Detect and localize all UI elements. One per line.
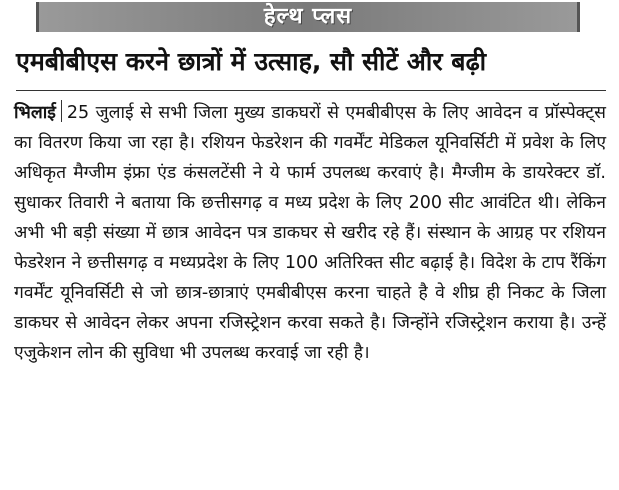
section-label: हेल्थ प्लस xyxy=(263,4,353,29)
article-headline: एमबीबीएस करने छात्रों में उत्साह, सौ सीटें और बढ़ी xyxy=(16,47,487,76)
article-body-text: 25 जुलाई से सभी जिला मुख्य डाकघरों से एमबीबीएस के लिए आवेदन व प्रॉस्पेक्ट्स का वितरण किया जा रहा है। रशियन फेडरेशन की गवर्मेंट मेडिकल यूनिवर्सिटी में प्रवेश के लिए अधिकृत मैग्जीम इंफ्रा एंड कंसलटेंसी ने ये फार्म उपलब्ध करवाएं है। मैग्जीम के डायरेक्टर डॉ. सुधाकर तिवारी ने बताया कि छत्तीसगढ़ व मध्य प्रदेश के लिए 200 सीट आवंटित थी। लेकिन अभी भी बड़ी संख्या में छात्र आवेदन पत्र डाकघर से खरीद रहे हैं। संस्थान के आग्रह पर रशियन फेडरेशन ने छत्तीसगढ़ व मध्यप्रदेश के लिए 100 अतिरिक्त सीट बढ़ाई है। विदेश के टाप रैंकिंग गवर्मेंट यूनिवर्सिटी से जो छात्र-छात्राएं एमबीबीएस करना चाहते है वे शीघ्र ही निकट के जिला डाकघर से आवेदन लेकर अपना रजिस्ट्रेशन करवा सकते है। जिन्होंने रजिस्ट्रेशन कराया है। उन्हें एजुकेशन लोन की सुविधा भी उपलब्ध करवाई जा रही है। xyxy=(14,103,606,363)
section-header-band xyxy=(36,2,580,32)
article-body xyxy=(14,98,606,368)
article-dateline: भिलाई xyxy=(14,103,56,123)
dateline-separator xyxy=(61,100,62,122)
headline-divider xyxy=(16,90,606,91)
